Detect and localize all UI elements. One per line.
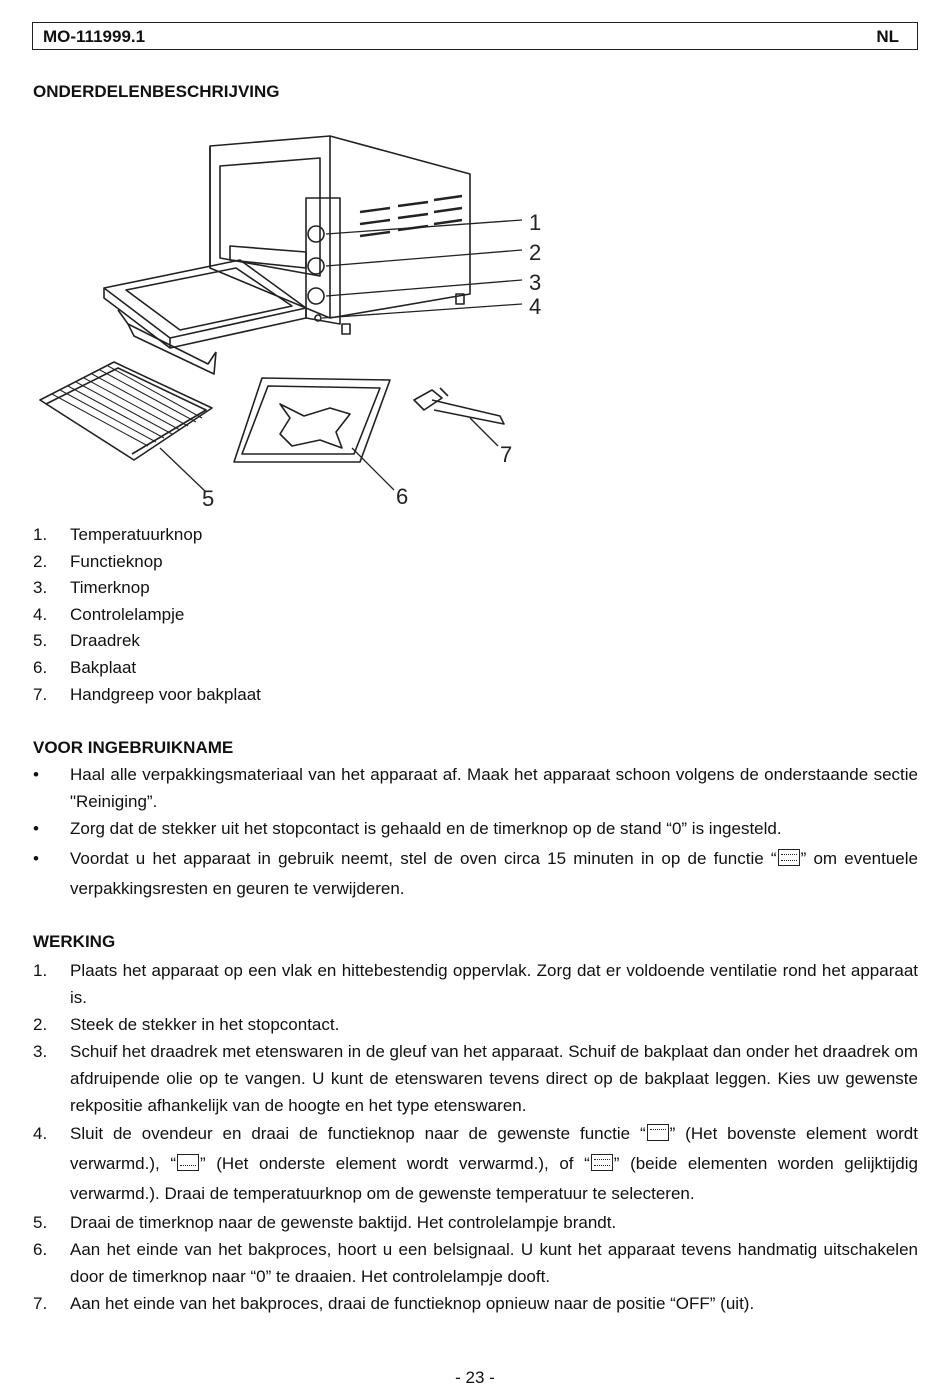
operation-steps bbox=[33, 957, 918, 1317]
list-item: 6. Aan het einde van het bakproces, hoort u een belsignaal. U kunt het apparaat tevens handmatig uitschakelen door de timerknop naar “0” te draaien. Het controlelampje dooft. bbox=[33, 1240, 918, 1286]
document-header bbox=[32, 22, 918, 50]
bottom-element-icon bbox=[177, 1154, 199, 1171]
list-item: 1. Plaats het apparaat op een vlak en hittebestendig oppervlak. Zorg dat er voldoende ventilatie rond het apparaat is. bbox=[33, 961, 918, 1007]
before-use-list bbox=[33, 761, 918, 904]
model-code: MO-111999.1 bbox=[43, 27, 146, 46]
list-item: 5. Draai de timerknop naar de gewenste baktijd. Het controlelampje brandt. bbox=[33, 1213, 617, 1232]
callout-7: 7 bbox=[500, 442, 513, 467]
list-item: • Voordat u het apparaat in gebruik neemt, stel de oven circa 15 minuten in op de functie “ ” om eventuele verpakkingsresten en geuren te verwijderen. bbox=[33, 849, 918, 898]
list-item: 3. Schuif het draadrek met etenswaren in de gleuf van het apparaat. Schuif de bakplaat dan onder het draadrek om afdruipende olie op te vangen. U kunt de etenswaren tevens direct op de bakplaat leggen. Kies uw gewenste rekpositie afhankelijk van de hoogte en het type etenswaren. bbox=[33, 1042, 918, 1115]
both-elements-icon bbox=[591, 1154, 613, 1171]
list-item: 4. Sluit de ovendeur en draai de functieknop naar de gewenste functie “ ” (Het bovenste element wordt verwarmd.), “ ” (Het onderste element wordt verwarmd.), of “ ” (beide elementen worden gelijktijdig verwarmd.). Draai de temperatuurknop om de gewenste temperatuur te selecteren. bbox=[33, 1124, 918, 1203]
callout-4: 4 bbox=[529, 294, 542, 319]
both-elements-icon bbox=[778, 849, 800, 866]
callout-2: 2 bbox=[529, 240, 542, 265]
list-item: 2. Steek de stekker in het stopcontact. bbox=[33, 1015, 340, 1034]
callout-6: 6 bbox=[396, 484, 409, 509]
before-use-title: VOOR INGEBRUIKNAME bbox=[33, 738, 234, 757]
page-number: - 23 - bbox=[455, 1368, 495, 1387]
list-item: 7. Aan het einde van het bakproces, draai de functieknop opnieuw naar de positie “OFF” (uit). bbox=[33, 1294, 755, 1313]
callout-1: 1 bbox=[529, 210, 542, 235]
callout-3: 3 bbox=[529, 270, 542, 295]
parts-section-title: ONDERDELENBESCHRIJVING bbox=[33, 82, 280, 101]
oven-parts-illustration bbox=[30, 128, 550, 512]
callout-5: 5 bbox=[202, 486, 215, 511]
list-item: • Haal alle verpakkingsmateriaal van het apparaat af. Maak het apparaat schoon volgens de onderstaande sectie "Reiniging”. bbox=[33, 765, 918, 811]
operation-title: WERKING bbox=[33, 932, 116, 951]
list-item: • Zorg dat de stekker uit het stopcontact is gehaald en de timerknop op de stand “0” is ingesteld. bbox=[33, 819, 782, 838]
top-element-icon bbox=[647, 1124, 669, 1141]
language-code: NL bbox=[876, 27, 899, 46]
